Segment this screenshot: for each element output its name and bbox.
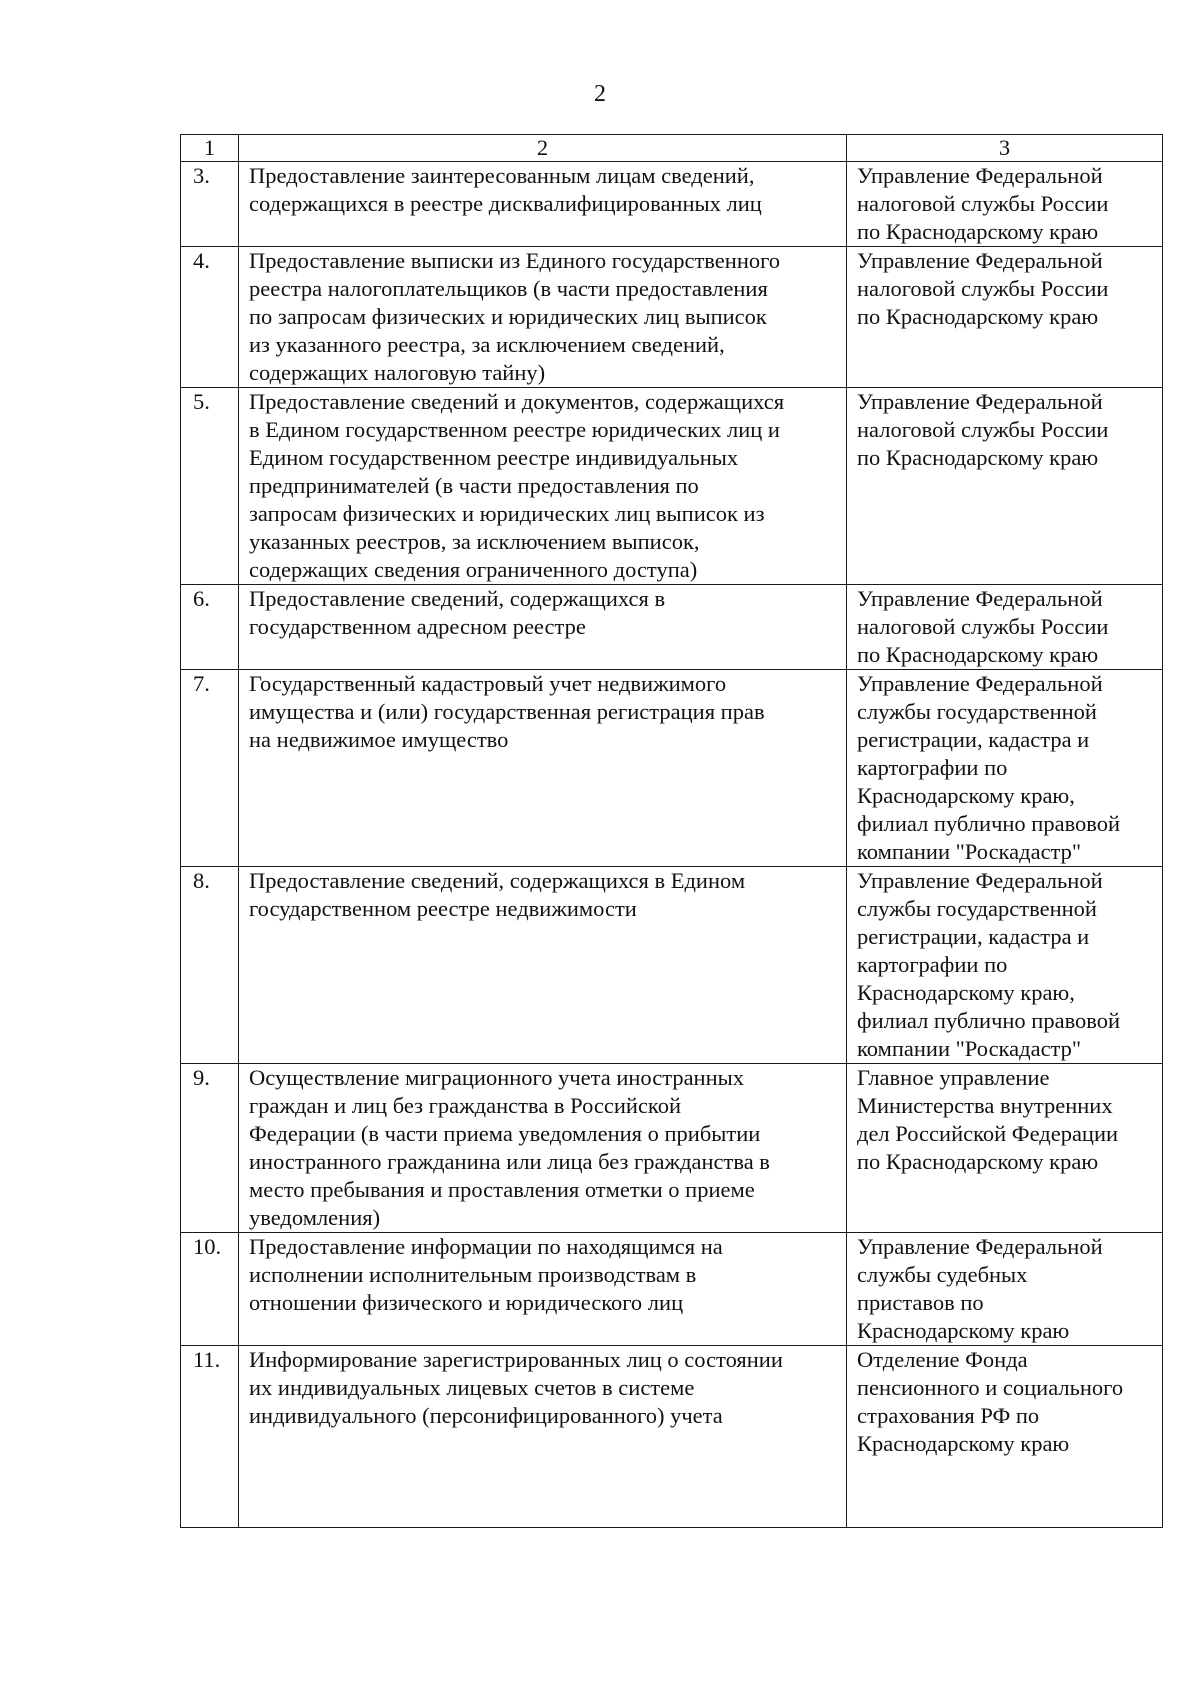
authority-line: службы государственной (857, 699, 1097, 724)
authority-line: Управление Федеральной (857, 163, 1103, 188)
service-line: Предоставление сведений, содержащихся в (249, 586, 666, 611)
authority-line: налоговой службы России (857, 276, 1109, 301)
authority-line: филиал публично правовой (857, 1008, 1121, 1033)
service-line: в Едином государственном реестре юридических лиц и (249, 417, 780, 442)
authority-line: компании "Роскадастр" (857, 839, 1082, 864)
row-number: 11. (181, 1346, 239, 1528)
column-header-number: 1 (181, 135, 239, 162)
service-line: содержащихся в реестре дисквалифицированных лиц (249, 191, 762, 216)
service-line: Осуществление миграционного учета иностранных (249, 1065, 745, 1090)
responsible-authority (847, 1346, 1163, 1528)
service-line: содержащих налоговую тайну) (249, 360, 546, 385)
authority-line: пенсионного и социального (857, 1375, 1124, 1400)
service-line: Едином государственном реестре индивидуальных (249, 445, 739, 470)
authority-line: картографии по (857, 952, 1008, 977)
service-line: иностранного гражданина или лица без гражданства в (249, 1149, 770, 1174)
service-line: их индивидуальных лицевых счетов в системе (249, 1375, 695, 1400)
authority-line: Управление Федеральной (857, 586, 1103, 611)
service-description (239, 1346, 847, 1528)
service-line: предпринимателей (в части предоставления по (249, 473, 699, 498)
authority-line: Управление Федеральной (857, 671, 1103, 696)
responsible-authority (847, 1233, 1163, 1346)
service-line: Предоставление заинтересованным лицам сведений, (249, 163, 755, 188)
service-line: содержащих сведения ограниченного доступа) (249, 557, 698, 582)
table-header-row (181, 135, 1163, 162)
service-description (239, 162, 847, 247)
authority-line: страхования РФ по (857, 1403, 1040, 1428)
service-line: из указанного реестра, за исключением сведений, (249, 332, 725, 357)
service-line: государственном адресном реестре (249, 614, 586, 639)
table-row (181, 1233, 1163, 1346)
authority-line: приставов по (857, 1290, 984, 1315)
service-line: Государственный кадастровый учет недвижимого (249, 671, 727, 696)
responsible-authority (847, 247, 1163, 388)
service-line: указанных реестров, за исключением выписок, (249, 529, 700, 554)
authority-line: Отделение Фонда (857, 1347, 1028, 1372)
authority-line: компании "Роскадастр" (857, 1036, 1082, 1061)
row-number: 7. (181, 670, 239, 867)
row-number: 9. (181, 1064, 239, 1233)
service-line: Информирование зарегистрированных лиц о состоянии (249, 1347, 783, 1372)
authority-line: Краснодарскому краю (857, 1318, 1070, 1343)
service-line: по запросам физических и юридических лиц выписок (249, 304, 767, 329)
authority-line: по Краснодарскому краю (857, 219, 1099, 244)
page-number: 2 (594, 81, 606, 107)
authority-line: Краснодарскому краю, (857, 783, 1075, 808)
authority-line: филиал публично правовой (857, 811, 1121, 836)
table-row (181, 867, 1163, 1064)
responsible-authority (847, 162, 1163, 247)
column-header-authority: 3 (847, 135, 1163, 162)
table-row (181, 1346, 1163, 1528)
service-line: на недвижимое имущество (249, 727, 509, 752)
service-description (239, 585, 847, 670)
service-line: Предоставление выписки из Единого государственного (249, 248, 781, 273)
service-line: Предоставление сведений, содержащихся в Едином (249, 868, 746, 893)
responsible-authority (847, 388, 1163, 585)
column-header-service: 2 (239, 135, 847, 162)
table-row (181, 585, 1163, 670)
responsible-authority (847, 1064, 1163, 1233)
service-line: место пребывания и проставления отметки о приеме (249, 1177, 755, 1202)
row-number: 3. (181, 162, 239, 247)
service-line: запросам физических и юридических лиц выписок из (249, 501, 765, 526)
row-number: 5. (181, 388, 239, 585)
responsible-authority (847, 867, 1163, 1064)
authority-line: Управление Федеральной (857, 868, 1103, 893)
service-line: имущества и (или) государственная регистрация прав (249, 699, 765, 724)
authority-line: регистрации, кадастра и (857, 727, 1090, 752)
authority-line: Министерства внутренних (857, 1093, 1113, 1118)
table-row (181, 670, 1163, 867)
row-number: 10. (181, 1233, 239, 1346)
service-line: государственном реестре недвижимости (249, 896, 637, 921)
service-line: граждан и лиц без гражданства в Российской (249, 1093, 682, 1118)
table-row (181, 388, 1163, 585)
authority-line: Управление Федеральной (857, 248, 1103, 273)
authority-line: налоговой службы России (857, 614, 1109, 639)
authority-line: дел Российской Федерации (857, 1121, 1119, 1146)
service-line: отношении физического и юридического лиц (249, 1290, 684, 1315)
row-number: 4. (181, 247, 239, 388)
service-description (239, 388, 847, 585)
authority-line: службы государственной (857, 896, 1097, 921)
service-description (239, 1233, 847, 1346)
service-line: Предоставление сведений и документов, содержащихся (249, 389, 785, 414)
authority-line: налоговой службы России (857, 191, 1109, 216)
authority-line: налоговой службы России (857, 417, 1109, 442)
authority-line: Краснодарскому краю, (857, 980, 1075, 1005)
responsible-authority (847, 670, 1163, 867)
authority-line: картографии по (857, 755, 1008, 780)
service-description (239, 670, 847, 867)
service-line: уведомления) (249, 1205, 381, 1230)
service-description (239, 867, 847, 1064)
row-number: 8. (181, 867, 239, 1064)
service-line: реестра налогоплательщиков (в части предоставления (249, 276, 768, 301)
authority-line: регистрации, кадастра и (857, 924, 1090, 949)
authority-line: Главное управление (857, 1065, 1050, 1090)
authority-line: по Краснодарскому краю (857, 1149, 1099, 1174)
row-number: 6. (181, 585, 239, 670)
authority-line: по Краснодарскому краю (857, 642, 1099, 667)
authority-line: по Краснодарскому краю (857, 304, 1099, 329)
authority-line: Управление Федеральной (857, 389, 1103, 414)
table-row (181, 247, 1163, 388)
service-description (239, 247, 847, 388)
table-row (181, 162, 1163, 247)
service-line: исполнении исполнительным производствам в (249, 1262, 697, 1287)
authority-line: службы судебных (857, 1262, 1028, 1287)
responsible-authority (847, 585, 1163, 670)
authority-line: Управление Федеральной (857, 1234, 1103, 1259)
service-line: Предоставление информации по находящимся на (249, 1234, 723, 1259)
service-line: Федерации (в части приема уведомления о прибытии (249, 1121, 761, 1146)
services-table (180, 134, 1163, 1528)
table-row (181, 1064, 1163, 1233)
authority-line: Краснодарскому краю (857, 1431, 1070, 1456)
authority-line: по Краснодарскому краю (857, 445, 1099, 470)
service-line: индивидуального (персонифицированного) учета (249, 1403, 723, 1428)
service-description (239, 1064, 847, 1233)
